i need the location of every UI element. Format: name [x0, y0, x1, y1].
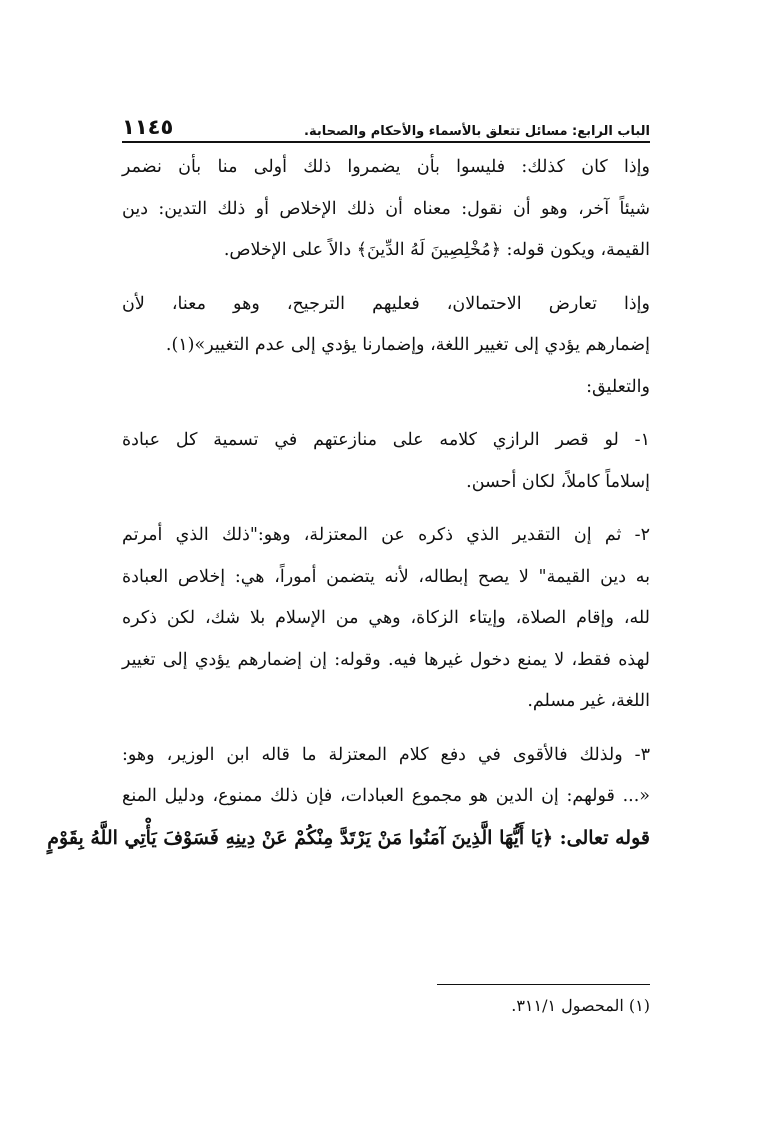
text-line: القيمة، ويكون قوله: ﴿مُخْلِصِينَ لَهُ الدِّينَ﴾ دالاً على الإخلاص.	[223, 240, 650, 260]
body-text	[47, 147, 650, 859]
paragraph	[122, 147, 650, 272]
chapter-title: الباب الرابع: مسائل تتعلق بالأسماء والأحكام والصحابة.	[304, 124, 650, 139]
text-line: لهذه فقط، لا يمنع دخول غيرها فيه. وقوله: إن إضمارهم يؤدي إلى تغيير	[122, 649, 650, 670]
text-line: ٢- ثم إن التقدير الذي ذكره عن المعتزلة، وهو:"ذلك الذي أمرتم	[122, 525, 650, 545]
text-line: إضمارهم يؤدي إلى تغيير اللغة، وإضمارنا يؤدي إلى عدم التغيير»(١).	[165, 335, 650, 355]
text-line: اللغة، غير مسلم.	[527, 691, 650, 711]
text-line: ١- لو قصر الرازي كلامه على منازعتهم في تسمية كل عبادة	[122, 430, 650, 450]
text-line: ٣- ولذلك فالأقوى في دفع كلام المعتزلة ما قاله ابن الوزير، وهو:	[122, 744, 650, 765]
footnote: (١) المحصول ٣١١/١.	[511, 996, 650, 1015]
paragraph	[122, 515, 650, 723]
paragraph	[47, 735, 650, 860]
text-line: وإذا كان كذلك: فليسوا بأن يضمروا ذلك أولى منا بأن نضمر	[122, 157, 650, 177]
text-line: «... قولهم: إن الدين هو مجموع العبادات، فإن ذلك ممنوع، ودليل المنع	[122, 786, 650, 806]
page-header	[122, 113, 650, 143]
text-line: لله، وإقام الصلاة، وإيتاء الزكاة، وهي من الإسلام بلا شك، لكن ذكره	[122, 608, 650, 628]
text-line: به دين القيمة" لا يصح إبطاله، لأنه يتضمن أموراً، هي: إخلاص العبادة	[122, 566, 650, 587]
text-line: شيئاً آخر، وهو أن نقول: معناه أن ذلك الإخلاص أو ذلك التدين: دين	[122, 198, 650, 219]
page-number: ١١٤٥	[122, 115, 174, 139]
text-line: وإذا تعارض الاحتمالان، فعليهم الترجيح، وهو معنا، لأن	[122, 293, 650, 314]
text-line: والتعليق:	[586, 376, 650, 397]
paragraph	[122, 284, 650, 409]
footnote-divider	[437, 984, 650, 985]
quran-verse-line: قوله تعالى: ﴿يَا أَيُّهَا الَّذِينَ آمَنُوا مَنْ يَرْتَدَّ مِنْكُمْ عَنْ دِينِهِ فَسَوْفَ يَأْتِي اللَّهُ بِقَوْمٍ	[47, 826, 650, 849]
text-line: إسلاماً كاملاً، لكان أحسن.	[466, 471, 650, 492]
paragraph	[122, 420, 650, 503]
